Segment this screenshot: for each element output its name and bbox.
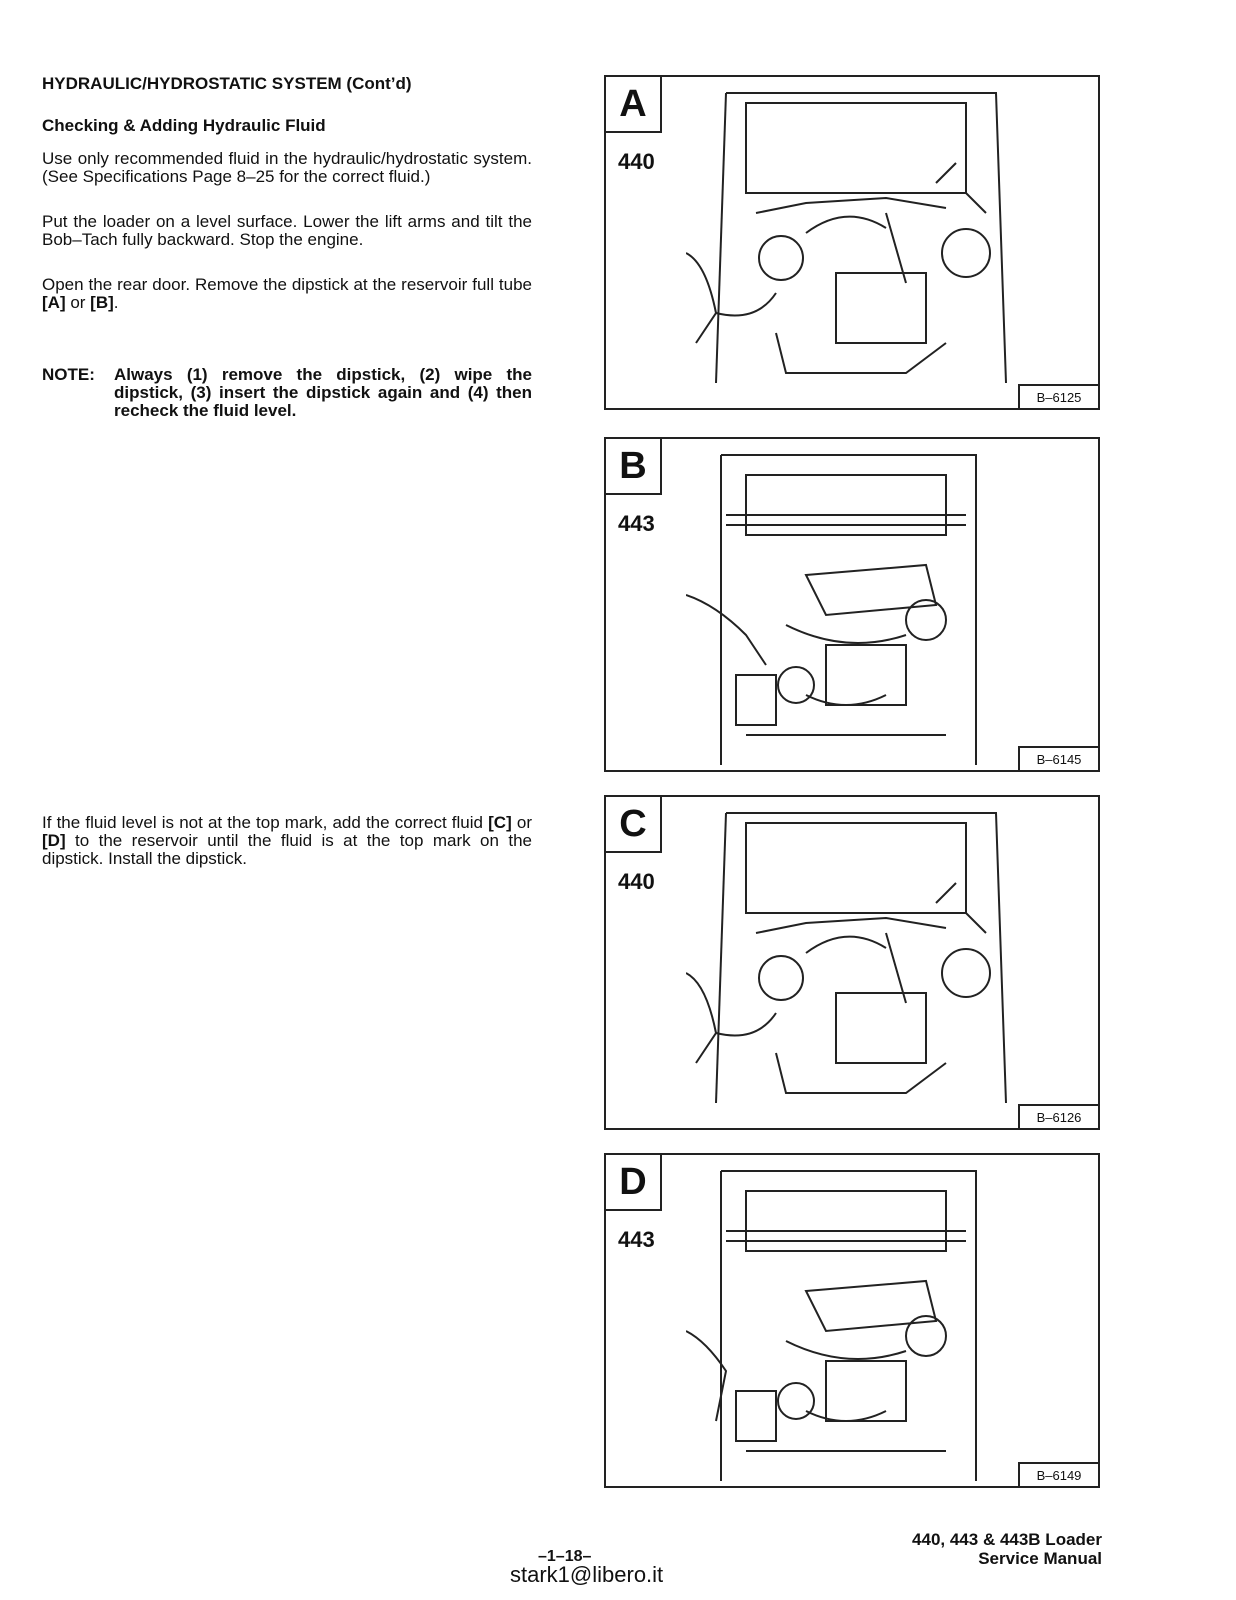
figure-ref-c: [C] [488,813,512,832]
engine-compartment-443-illustration [686,445,1016,765]
p4-or: or [511,813,533,832]
figure-d [604,1153,1100,1488]
figure-letter: C [604,795,662,853]
paragraph-recommended-fluid: Use only recommended fluid in the hydraulic/hydrostatic system. (See Specifications Page 8–25 for the correct fluid.) [42,149,532,186]
manual-title-line2: Service Manual [978,1549,1102,1568]
p3-or: or [65,293,91,312]
engine-compartment-440-illustration [686,83,1016,383]
engine-compartment-443-illustration [686,1161,1016,1481]
paragraph-level-surface: Put the loader on a level surface. Lower the lift arms and tilt the Bob–Tach fully backward. Stop the engine. [42,212,532,249]
figure-letter: B [604,437,662,495]
paragraph-remove-dipstick [42,276,532,312]
p3-text: Open the rear door. Remove the dipstick at the reservoir full tube [42,275,532,294]
figure-ref-d: [D] [42,831,66,850]
text-column [42,74,532,420]
figure-code: B–6149 [1018,1462,1100,1488]
figure-code: B–6125 [1018,384,1100,410]
figure-model: 443 [618,1227,655,1252]
manual-title-line1: 440, 443 & 443B Loader [912,1530,1102,1549]
note-label: NOTE: [42,365,95,384]
engine-compartment-440-illustration [686,803,1016,1103]
page-number: –1–18– [538,1548,592,1565]
note-block [42,366,532,420]
figure-code: B–6126 [1018,1104,1100,1130]
sub-heading: Checking & Adding Hydraulic Fluid [42,116,326,135]
figure-b [604,437,1100,772]
section-heading: HYDRAULIC/HYDROSTATIC SYSTEM (Cont’d) [42,74,412,93]
watermark-email: stark1@libero.it [510,1562,664,1587]
note-text: Always (1) remove the dipstick, (2) wipe the dipstick, (3) insert the dipstick again and (4) then recheck the fluid level. [114,365,532,420]
figure-ref-a: [A] [42,293,66,312]
figure-code: B–6145 [1018,746,1100,772]
figure-model: 443 [618,511,655,536]
p3-end: . [113,293,119,312]
figure-a [604,75,1100,410]
p4-text: If the fluid level is not at the top mark, add the correct fluid [42,813,489,832]
figure-letter: D [604,1153,662,1211]
figure-letter: A [604,75,662,133]
figure-model: 440 [618,149,655,174]
figure-c [604,795,1100,1130]
p4-text-end: to the reservoir until the fluid is at the top mark on the dipstick. Install the dipstick. [42,831,532,868]
figure-model: 440 [618,869,655,894]
paragraph-add-fluid [42,814,532,868]
figure-ref-b: [B] [90,293,114,312]
manual-title [912,1530,1102,1568]
